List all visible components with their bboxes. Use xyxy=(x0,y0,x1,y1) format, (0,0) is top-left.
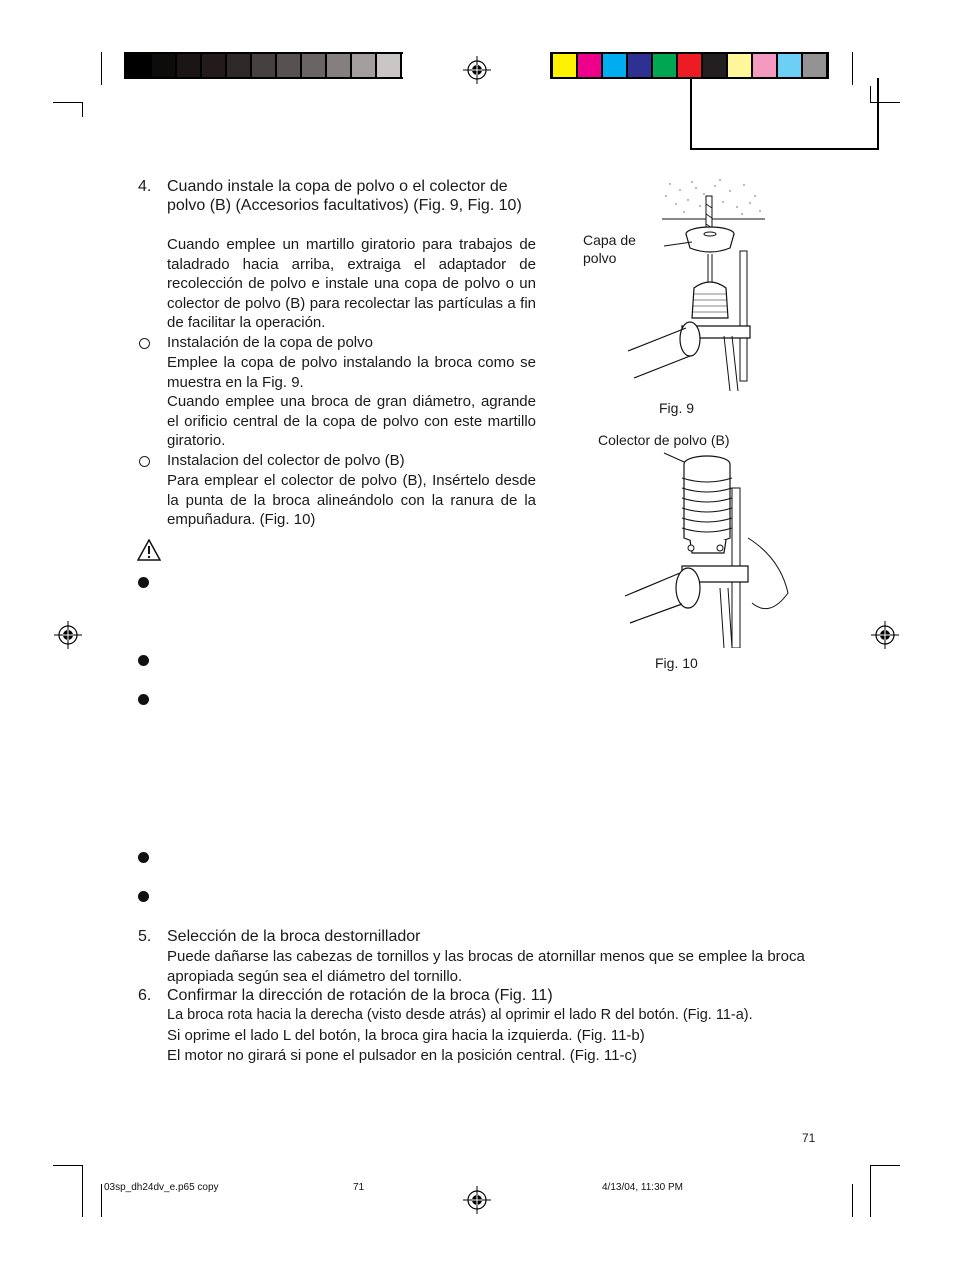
bullet-icon xyxy=(138,694,149,705)
bullet-icon xyxy=(138,852,149,863)
color-swatch xyxy=(177,54,200,77)
color-swatch xyxy=(553,54,576,77)
color-swatch xyxy=(753,54,776,77)
color-swatch xyxy=(728,54,751,77)
section-6-line1: La broca rota hacia la derecha (visto desde atrás) al oprimir el lado R del botón. (Fig. 11-a). xyxy=(167,1007,753,1023)
warning-triangle-icon xyxy=(137,539,161,561)
section-6-line2: Si oprime el lado L del botón, la broca gira hacia la izquierda. (Fig. 11-b) xyxy=(167,1027,645,1044)
fig10-caption: Fig. 10 xyxy=(655,655,698,671)
open-circle-icon xyxy=(139,338,150,349)
bullet-icon xyxy=(138,891,149,902)
bullet-icon xyxy=(138,577,149,588)
fig9-label: Capa de polvo xyxy=(583,232,636,266)
color-swatch xyxy=(603,54,626,77)
sub1-title: Instalación de la copa de polvo xyxy=(167,334,373,351)
sub2-text: Para emplear el colector de polvo (B), Insértelo desde la punta de la broca alineándolo con la ranura de la empuñadura. (Fig. 10) xyxy=(167,472,536,529)
fig9-caption: Fig. 9 xyxy=(659,400,695,416)
section-4-number: 4. xyxy=(138,178,152,195)
fig9-illustration xyxy=(620,176,770,391)
registration-target-icon xyxy=(53,620,83,650)
color-swatch xyxy=(628,54,651,77)
color-swatch xyxy=(277,54,300,77)
color-swatch xyxy=(202,54,225,77)
color-swatch xyxy=(578,54,601,77)
color-swatch xyxy=(803,54,826,77)
color-swatch xyxy=(402,54,425,77)
fig10-label: Colector de polvo (B) xyxy=(598,432,730,448)
footer-file: 03sp_dh24dv_e.p65 copy xyxy=(104,1182,219,1193)
color-swatch xyxy=(152,54,175,77)
fig10-illustration xyxy=(620,448,795,648)
sub1-line1: Emplee la copa de polvo instalando la broca como se muestra en la Fig. 9. xyxy=(167,354,536,391)
section-5-title: Selección de la broca destornillador xyxy=(167,928,421,945)
color-swatch xyxy=(352,54,375,77)
color-swatch xyxy=(653,54,676,77)
footer-date: 4/13/04, 11:30 PM xyxy=(602,1182,683,1193)
header-box xyxy=(690,78,879,150)
section-6-number: 6. xyxy=(138,987,152,1004)
section-6-title: Confirmar la dirección de rotación de la broca (Fig. 11) xyxy=(167,987,553,1004)
registration-target-icon xyxy=(870,620,900,650)
section-5-number: 5. xyxy=(138,928,152,945)
open-circle-icon xyxy=(139,456,150,467)
sub1-line2: Cuando emplee una broca de gran diámetro, agrande el orificio central de la copa de polvo con este martillo giratorio. xyxy=(167,393,536,450)
color-swatch xyxy=(377,54,400,77)
bullet-icon xyxy=(138,655,149,666)
section-6-line3: El motor no girará si pone el pulsador en la posición central. (Fig. 11-c) xyxy=(167,1047,637,1064)
color-swatch xyxy=(227,54,250,77)
color-swatch xyxy=(778,54,801,77)
section-4-title: Cuando instale la copa de polvo o el colector de polvo (B) (Accesorios facultativos) (Fig. 9, Fig. 10) xyxy=(167,178,522,214)
color-swatch xyxy=(327,54,350,77)
footer-page: 71 xyxy=(353,1182,365,1193)
section-5-text: Puede dañarse las cabezas de tornillos y las brocas de atornillar menos que se emplee la broca apropiada según sea el diámetro del tornillo. xyxy=(167,948,805,985)
registration-target-icon xyxy=(462,55,492,85)
registration-target-icon xyxy=(462,1185,492,1215)
sub2-title: Instalacion del colector de polvo (B) xyxy=(167,452,405,469)
section-4-intro: Cuando emplee un martillo giratorio para trabajos de taladrado hacia arriba, extraiga el adaptador de recolección de polvo e instale una copa de polvo o un colector de polvo (B) para recolectar las partículas a fin de facilitar la operación. xyxy=(167,236,536,332)
page-number: 71 xyxy=(802,1131,816,1145)
color-swatch xyxy=(252,54,275,77)
color-swatch xyxy=(678,54,701,77)
color-swatch xyxy=(127,54,150,77)
color-swatch xyxy=(302,54,325,77)
color-swatch xyxy=(703,54,726,77)
